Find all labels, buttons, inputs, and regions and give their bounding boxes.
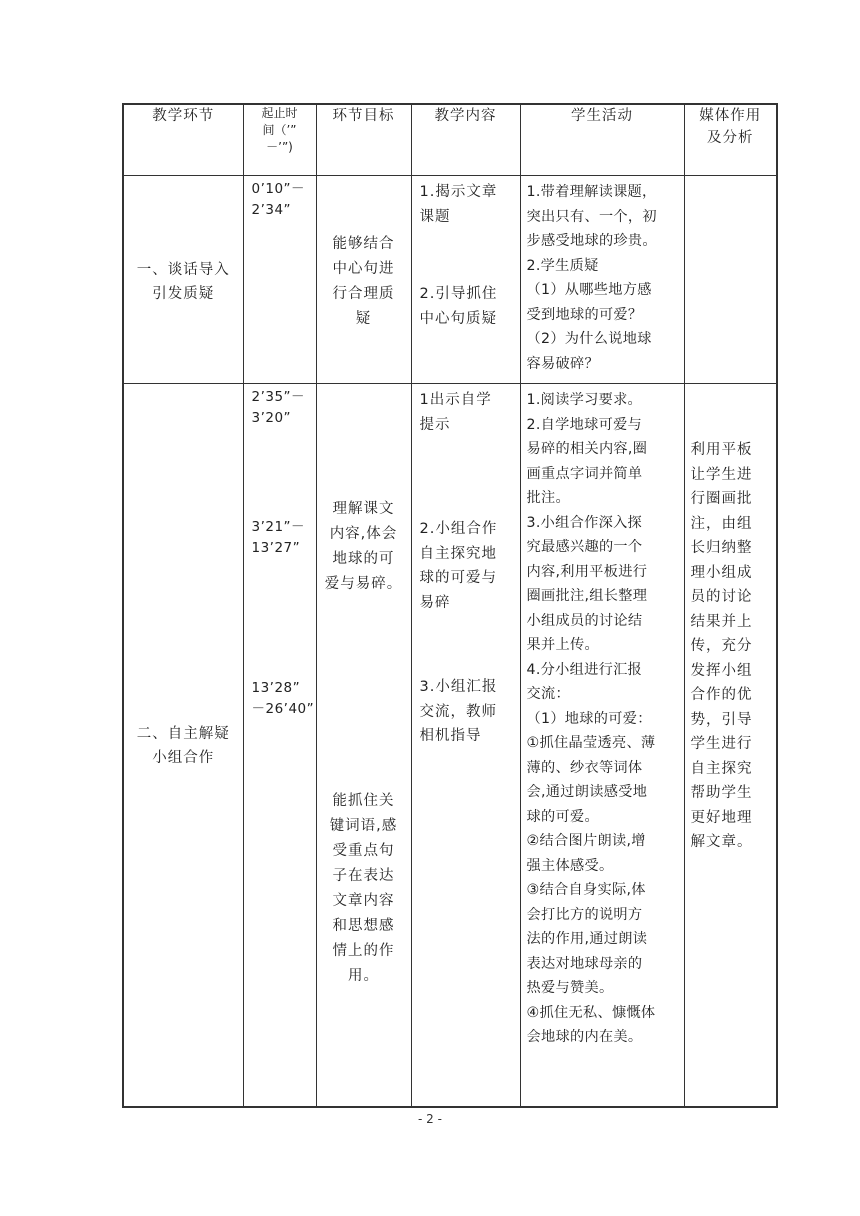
- row2-activity-cell: [520, 384, 684, 1108]
- text-line: 情上的作: [332, 943, 395, 959]
- row2-time-cell: [243, 384, 316, 1108]
- text-line: 用。: [348, 968, 379, 984]
- text-line: 长归纳整: [690, 540, 753, 556]
- text-line: 法的作用,通过朗读: [526, 931, 648, 947]
- row2-goal-cell: [316, 384, 411, 1108]
- header-goal: 环节目标: [316, 104, 411, 176]
- text-line: 2.小组合作: [419, 521, 498, 537]
- header-stage: 教学环节: [123, 104, 243, 176]
- row1-goal-cell: [316, 176, 411, 384]
- row1-media-cell: [684, 176, 777, 384]
- header-media: [684, 104, 777, 176]
- text-line: 利用平板: [690, 442, 753, 458]
- text-line: 受到地球的可爱？: [526, 306, 643, 323]
- row2-time-2: 3’21”－ 13’27”: [251, 519, 306, 556]
- text-line: 结果并上: [690, 613, 753, 630]
- text-line: 批注。: [526, 490, 570, 506]
- row1-time: 0’10”－ 2’34”: [251, 181, 306, 218]
- text-line: 2.引导抓住: [419, 286, 498, 302]
- text-line: 合作的优: [690, 687, 753, 703]
- text-line: 究最感兴趣的一个: [526, 539, 643, 555]
- text-line: 相机指导: [419, 728, 482, 744]
- text-line: 3.小组合作深入探: [526, 514, 643, 531]
- text-line: 圈画批注,组长整理: [526, 588, 648, 604]
- text-line: 突出只有、一个，初: [526, 208, 657, 225]
- text-line: 4.分小组进行汇报: [526, 661, 643, 678]
- text-line: （2）为什么说地球: [526, 331, 652, 347]
- row2-activity: [527, 388, 682, 1050]
- text-line: 课题: [419, 208, 451, 225]
- text-line: 1.带着理解读课题，: [526, 184, 657, 200]
- header-time: [243, 104, 316, 176]
- row2-stage: 二、自主解疑 小组合作: [136, 726, 230, 766]
- header-content: 教学内容: [411, 104, 520, 176]
- text-line: （1）从哪些地方感: [526, 282, 652, 298]
- text-line: 画重点字词并简单: [526, 465, 643, 482]
- text-line: 注，由组: [690, 515, 753, 532]
- text-line: 地球的可: [332, 551, 395, 567]
- row2-content-1: [420, 388, 516, 437]
- text-line: 传，充分: [690, 638, 753, 654]
- row2-time-3: 13’28” －26’40”: [251, 680, 315, 717]
- row1-time-cell: [243, 176, 316, 384]
- text-line: ①抓住晶莹透亮、薄: [526, 735, 656, 751]
- text-line: 帮助学生: [690, 785, 753, 801]
- text-line: 内容,体会: [329, 526, 398, 542]
- lesson-plan-table: [122, 103, 778, 1108]
- text-line: 发挥小组: [690, 662, 753, 679]
- text-line: 易碎: [419, 594, 451, 611]
- text-line: 键词语,感: [329, 818, 398, 834]
- row2-media: [691, 438, 773, 855]
- row2-content-2: [420, 517, 516, 615]
- row1-stage-cell: [123, 176, 243, 384]
- header-activity: 学生活动: [520, 104, 684, 176]
- text-line: 行圈画批: [690, 491, 753, 507]
- row2-goal-1: [321, 497, 407, 597]
- text-line: 能抓住关: [332, 793, 395, 809]
- text-line: 子在表达: [332, 868, 395, 884]
- header-time-line1: 起止时: [261, 106, 298, 120]
- text-line: 2.自学地球可爱与: [526, 416, 643, 433]
- text-line: 交流，教师: [419, 703, 497, 720]
- text-line: 疑: [355, 311, 372, 327]
- text-line: 理小组成: [690, 564, 753, 581]
- text-line: 自主探究地: [419, 545, 497, 562]
- table-row: [123, 176, 777, 384]
- text-line: 交流：: [526, 686, 570, 702]
- text-line: 行合理质: [332, 286, 395, 302]
- row1-content-1: [420, 180, 516, 229]
- text-line: 强主体感受。: [526, 857, 614, 874]
- text-line: 能够结合: [332, 236, 395, 252]
- header-media-line1: 媒体作用: [699, 108, 762, 124]
- header-time-line2: 间（’”: [262, 123, 297, 137]
- text-line: 势，引导: [690, 711, 753, 728]
- page-number: - 2 -: [418, 1112, 442, 1126]
- row2-goal-2: [321, 789, 407, 989]
- text-line: 薄的、纱衣等词体: [526, 759, 643, 776]
- text-line: 易碎的相关内容,圈: [526, 441, 648, 457]
- text-line: 员的讨论: [690, 589, 753, 605]
- table-row: [123, 384, 777, 1108]
- text-line: 内容,利用平板进行: [526, 563, 648, 580]
- text-line: 理解课文: [332, 501, 395, 517]
- text-line: 更好地理: [690, 809, 753, 826]
- row1-content-2: [420, 282, 516, 331]
- text-line: 和思想感: [332, 918, 395, 934]
- header-media-line2: 及分析: [707, 130, 754, 146]
- text-line: ③结合自身实际,体: [526, 882, 646, 898]
- row2-stage-cell: [123, 384, 243, 1108]
- text-line: 球的可爱与: [419, 570, 497, 586]
- text-line: 中心句进: [332, 261, 395, 277]
- text-line: 让学生进: [690, 466, 753, 483]
- row2-content-cell: [411, 384, 520, 1108]
- text-line: 提示: [419, 416, 451, 433]
- row2-time-1: 2’35”－ 3’20”: [251, 389, 306, 426]
- text-line: 1.揭示文章: [419, 184, 498, 200]
- table-header-row: [123, 104, 777, 176]
- row1-goal: [321, 232, 407, 332]
- header-time-line3: －’”): [266, 140, 293, 154]
- text-line: 会,通过朗读感受地: [526, 784, 648, 800]
- text-line: 会地球的内在美。: [526, 1029, 643, 1045]
- row1-activity: [527, 180, 682, 376]
- text-line: 3.小组汇报: [419, 679, 498, 695]
- text-line: （1）地球的可爱：: [526, 710, 652, 727]
- text-line: 1出示自学: [419, 392, 492, 408]
- text-line: 容易破碎？: [526, 355, 599, 372]
- text-line: 2.学生质疑: [526, 257, 599, 274]
- text-line: 小组成员的讨论结: [526, 612, 643, 629]
- row1-content-cell: [411, 176, 520, 384]
- text-line: 果并上传。: [526, 637, 599, 653]
- row1-activity-cell: [520, 176, 684, 384]
- text-line: 步感受地球的珍贵。: [526, 233, 657, 249]
- row2-media-cell: [684, 384, 777, 1108]
- text-line: 自主探究: [690, 760, 753, 777]
- text-line: 表达对地球母亲的: [526, 955, 643, 972]
- text-line: 中心句质疑: [419, 310, 497, 327]
- text-line: 热爱与赞美。: [526, 980, 614, 996]
- text-line: ④抓住无私、慷慨体: [526, 1004, 656, 1021]
- text-line: 学生进行: [690, 736, 753, 752]
- text-line: 爱与易碎。: [324, 576, 403, 592]
- text-line: 解文章。: [690, 834, 753, 850]
- text-line: 会打比方的说明方: [526, 906, 643, 923]
- text-line: 受重点句: [332, 843, 395, 859]
- text-line: ②结合图片朗读,增: [526, 833, 646, 849]
- row2-content-3: [420, 675, 516, 749]
- row1-stage: 一、谈话导入 引发质疑: [136, 262, 230, 302]
- text-line: 球的可爱。: [526, 808, 599, 825]
- text-line: 1.阅读学习要求。: [526, 392, 643, 408]
- text-line: 文章内容: [332, 893, 395, 909]
